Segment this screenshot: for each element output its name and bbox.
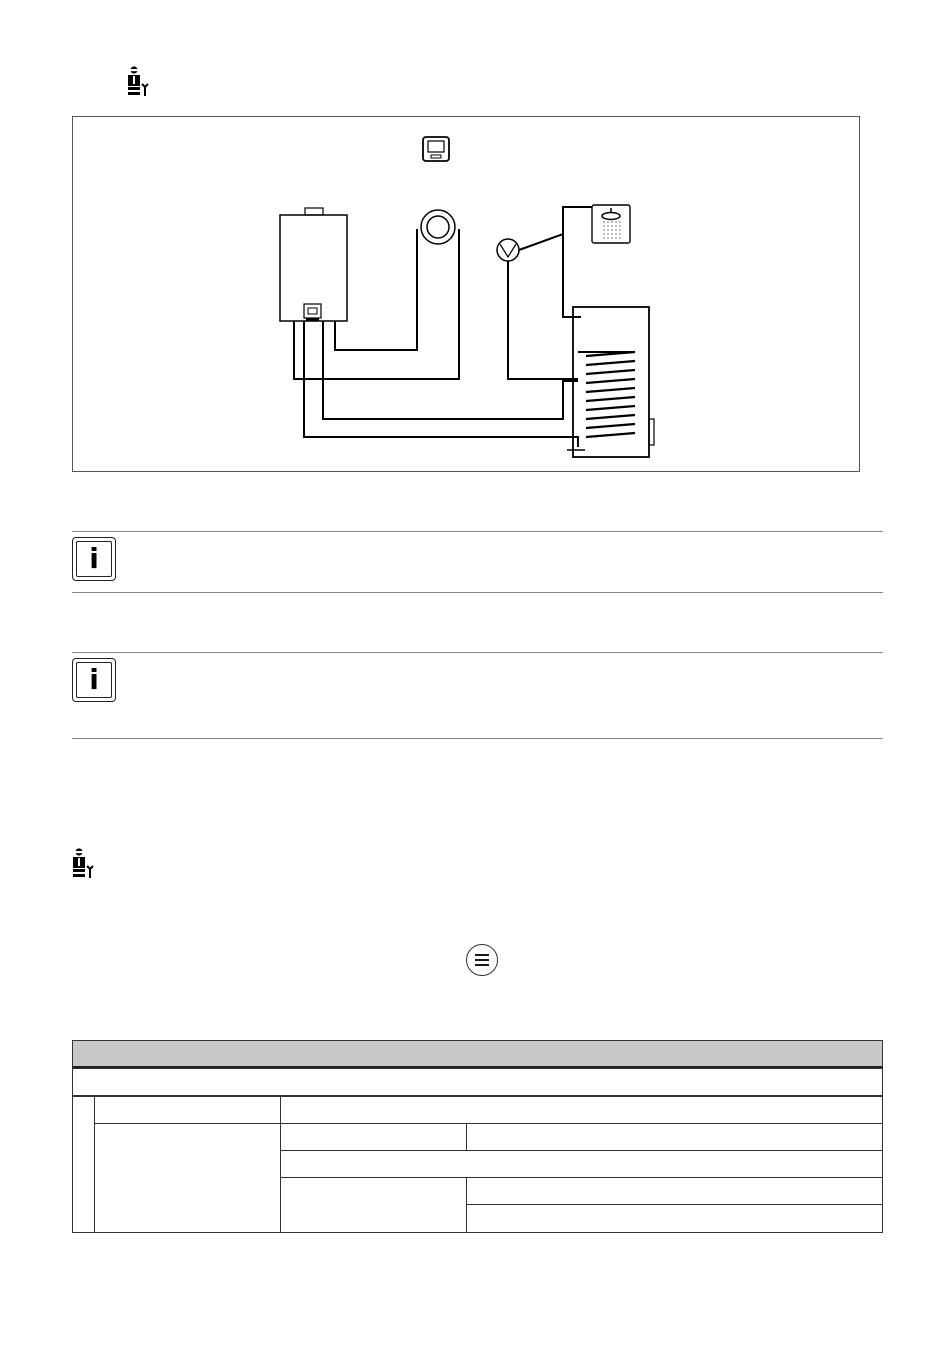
note-top-rule bbox=[72, 531, 883, 532]
table-cell bbox=[94, 1123, 281, 1233]
settings-table bbox=[72, 1040, 883, 1233]
table-cell bbox=[280, 1150, 883, 1178]
note-bottom-rule bbox=[72, 738, 883, 739]
table-subheader bbox=[72, 1068, 883, 1096]
cylinder-icon bbox=[567, 307, 654, 457]
pump-icon bbox=[421, 210, 455, 244]
table-cell bbox=[280, 1123, 467, 1151]
table-cell bbox=[94, 1096, 281, 1124]
info-icon: i bbox=[72, 537, 116, 581]
note-bottom-rule bbox=[72, 592, 883, 593]
table-cell bbox=[280, 1177, 467, 1233]
hydraulic-diagram bbox=[72, 116, 860, 472]
table-cell bbox=[72, 1096, 95, 1233]
boiler-icon bbox=[280, 215, 347, 321]
note-top-rule bbox=[72, 652, 883, 653]
info-icon: i bbox=[72, 658, 116, 702]
valve-icon bbox=[497, 239, 519, 261]
table-cell bbox=[466, 1177, 883, 1205]
table-header bbox=[72, 1040, 883, 1068]
installer-icon bbox=[70, 848, 96, 880]
table-cell bbox=[466, 1123, 883, 1151]
menu-icon bbox=[467, 945, 497, 975]
table-cell bbox=[466, 1204, 883, 1233]
installer-icon bbox=[125, 66, 151, 98]
shower-icon bbox=[592, 205, 630, 243]
menu-button[interactable] bbox=[466, 944, 498, 976]
table-cell bbox=[280, 1096, 883, 1124]
thermostat-icon bbox=[423, 137, 449, 161]
flue-outlet-icon bbox=[305, 208, 323, 215]
